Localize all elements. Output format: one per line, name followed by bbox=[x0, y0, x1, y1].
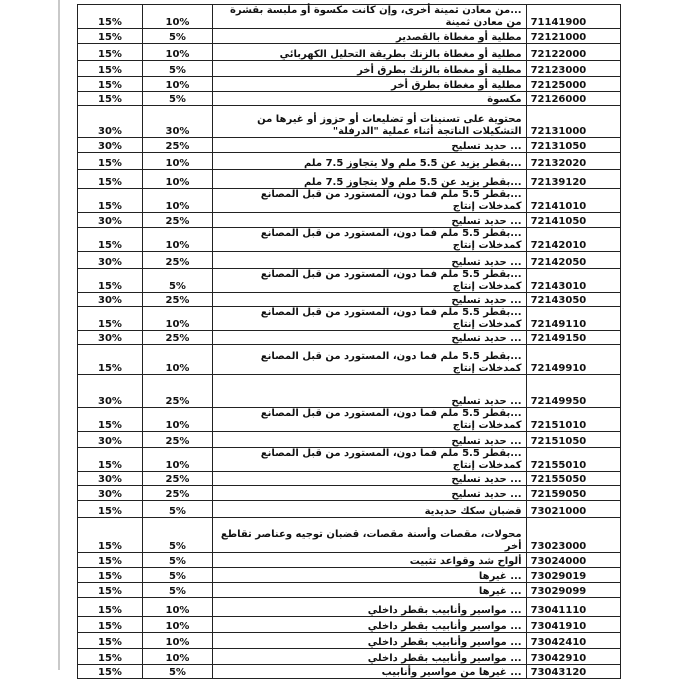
description-cell: ... مواسير وأنابيب بقطر داخلي bbox=[212, 633, 526, 649]
description-cell: ... مواسير وأنابيب بقطر داخلي bbox=[212, 598, 526, 617]
general-rate-cell: 15% bbox=[78, 61, 143, 77]
description-cell: مطلية أو مغطاة بالزنك بطرق أخر bbox=[212, 61, 526, 77]
preferential-rate-cell: 10% bbox=[142, 228, 212, 252]
description-cell: مطلية أو مغطاة بطرق أخر bbox=[212, 77, 526, 92]
preferential-rate-cell: 5% bbox=[142, 92, 212, 106]
hs-code-cell: 72132020 bbox=[526, 153, 620, 170]
preferential-rate-cell: 10% bbox=[142, 5, 212, 29]
preferential-rate-cell: 10% bbox=[142, 617, 212, 633]
hs-code-cell: 73041910 bbox=[526, 617, 620, 633]
description-cell: ...بقطر يزيد عن 5.5 ملم ولا يتجاوز 7.5 ملم bbox=[212, 153, 526, 170]
preferential-rate-cell: 5% bbox=[142, 568, 212, 583]
table-row bbox=[78, 568, 621, 583]
preferential-rate-cell: 10% bbox=[142, 170, 212, 189]
table-row bbox=[78, 375, 621, 408]
hs-code-cell: 72149910 bbox=[526, 345, 620, 375]
description-cell: محتوية على تسنينات أو تضليعات أو حزوز أو غيرها من التشكيلات الناتجة أثناء عملية "الدرفلة" bbox=[212, 106, 526, 138]
preferential-rate-cell: 30% bbox=[142, 106, 212, 138]
general-rate-cell: 30% bbox=[78, 213, 143, 228]
table-row bbox=[78, 307, 621, 331]
hs-code-cell: 72125000 bbox=[526, 77, 620, 92]
table-row bbox=[78, 29, 621, 44]
hs-code-cell: 72151050 bbox=[526, 432, 620, 448]
hs-code-cell: 72149950 bbox=[526, 375, 620, 408]
description-cell: ... حديد تسليح bbox=[212, 472, 526, 486]
description-cell: ... مواسير وأنابيب بقطر داخلي bbox=[212, 617, 526, 633]
hs-code-cell: 73029019 bbox=[526, 568, 620, 583]
description-cell: ...من معادن ثمينة أخرى، وإن كانت مكسوة أو ملبسة بقشرة من معادن ثمينة bbox=[212, 5, 526, 29]
table-row bbox=[78, 269, 621, 293]
general-rate-cell: 15% bbox=[78, 501, 143, 518]
general-rate-cell: 15% bbox=[78, 44, 143, 61]
table-row bbox=[78, 617, 621, 633]
general-rate-cell: 30% bbox=[78, 138, 143, 153]
preferential-rate-cell: 5% bbox=[142, 518, 212, 553]
description-cell: ...بقطر 5.5 ملم فما دون، المستورد من قبل المصانع كمدخلات إنتاج bbox=[212, 345, 526, 375]
table-row bbox=[78, 345, 621, 375]
preferential-rate-cell: 25% bbox=[142, 472, 212, 486]
description-cell: مطلية أو مغطاة بالقصدير bbox=[212, 29, 526, 44]
description-cell: ... غيرها bbox=[212, 583, 526, 598]
general-rate-cell: 15% bbox=[78, 665, 143, 679]
table-row bbox=[78, 598, 621, 617]
general-rate-cell: 15% bbox=[78, 269, 143, 293]
preferential-rate-cell: 5% bbox=[142, 501, 212, 518]
table-row bbox=[78, 486, 621, 501]
general-rate-cell: 30% bbox=[78, 106, 143, 138]
table-row bbox=[78, 170, 621, 189]
description-cell: محولات، مقصات وأسنة مقصات، قضبان توجيه وعناصر تقاطع أخر bbox=[212, 518, 526, 553]
hs-code-cell: 72141010 bbox=[526, 189, 620, 213]
description-cell: ...بقطر 5.5 ملم فما دون، المستورد من قبل المصانع كمدخلات إنتاج bbox=[212, 448, 526, 472]
description-cell: ...بقطر 5.5 ملم فما دون، المستورد من قبل المصانع كمدخلات إنتاج bbox=[212, 189, 526, 213]
general-rate-cell: 30% bbox=[78, 331, 143, 345]
description-cell: ... حديد تسليح bbox=[212, 375, 526, 408]
general-rate-cell: 15% bbox=[78, 633, 143, 649]
description-cell: مكسوة bbox=[212, 92, 526, 106]
general-rate-cell: 30% bbox=[78, 293, 143, 307]
general-rate-cell: 30% bbox=[78, 472, 143, 486]
preferential-rate-cell: 10% bbox=[142, 153, 212, 170]
general-rate-cell: 15% bbox=[78, 77, 143, 92]
description-cell: ...بقطر 5.5 ملم فما دون، المستورد من قبل المصانع كمدخلات إنتاج bbox=[212, 269, 526, 293]
general-rate-cell: 15% bbox=[78, 228, 143, 252]
table-row bbox=[78, 408, 621, 432]
preferential-rate-cell: 10% bbox=[142, 307, 212, 331]
description-cell: ... حديد تسليح bbox=[212, 432, 526, 448]
general-rate-cell: 15% bbox=[78, 408, 143, 432]
general-rate-cell: 15% bbox=[78, 617, 143, 633]
general-rate-cell: 15% bbox=[78, 553, 143, 568]
preferential-rate-cell: 25% bbox=[142, 432, 212, 448]
hs-code-cell: 72131000 bbox=[526, 106, 620, 138]
table-row bbox=[78, 472, 621, 486]
general-rate-cell: 15% bbox=[78, 29, 143, 44]
description-cell: ...بقطر 5.5 ملم فما دون، المستورد من قبل المصانع كمدخلات إنتاج bbox=[212, 408, 526, 432]
general-rate-cell: 30% bbox=[78, 252, 143, 269]
preferential-rate-cell: 10% bbox=[142, 77, 212, 92]
general-rate-cell: 15% bbox=[78, 448, 143, 472]
general-rate-cell: 15% bbox=[78, 649, 143, 665]
preferential-rate-cell: 5% bbox=[142, 553, 212, 568]
hs-code-cell: 72126000 bbox=[526, 92, 620, 106]
general-rate-cell: 30% bbox=[78, 375, 143, 408]
table-row bbox=[78, 649, 621, 665]
table-row bbox=[78, 501, 621, 518]
hs-code-cell: 73021000 bbox=[526, 501, 620, 518]
description-cell: ألواح شد وقواعد تثبيت bbox=[212, 553, 526, 568]
table-row bbox=[78, 92, 621, 106]
description-cell: ... غيرها bbox=[212, 568, 526, 583]
preferential-rate-cell: 25% bbox=[142, 293, 212, 307]
page-edge-shadow bbox=[58, 0, 60, 670]
table-row bbox=[78, 432, 621, 448]
description-cell: ... غيرها من مواسير وأنابيب bbox=[212, 665, 526, 679]
hs-code-cell: 73042410 bbox=[526, 633, 620, 649]
hs-code-cell: 72122000 bbox=[526, 44, 620, 61]
hs-code-cell: 72155050 bbox=[526, 472, 620, 486]
hs-code-cell: 72142010 bbox=[526, 228, 620, 252]
preferential-rate-cell: 5% bbox=[142, 269, 212, 293]
description-cell: ...بقطر 5.5 ملم فما دون، المستورد من قبل المصانع كمدخلات إنتاج bbox=[212, 228, 526, 252]
preferential-rate-cell: 5% bbox=[142, 665, 212, 679]
description-cell: ...بقطر يزيد عن 5.5 ملم ولا يتجاوز 7.5 ملم bbox=[212, 170, 526, 189]
hs-code-cell: 73023000 bbox=[526, 518, 620, 553]
table-row bbox=[78, 213, 621, 228]
tariff-table-body bbox=[78, 5, 621, 665]
hs-code-cell: 72121000 bbox=[526, 29, 620, 44]
hs-code-cell: 73042910 bbox=[526, 649, 620, 665]
hs-code-cell: 72149110 bbox=[526, 307, 620, 331]
table-row bbox=[78, 665, 621, 679]
table-row bbox=[78, 331, 621, 345]
table-row bbox=[78, 553, 621, 568]
hs-code-cell: 71141900 bbox=[526, 5, 620, 29]
hs-code-cell: 72159050 bbox=[526, 486, 620, 501]
hs-code-cell: 73043120 bbox=[526, 665, 620, 679]
preferential-rate-cell: 5% bbox=[142, 61, 212, 77]
table-row bbox=[78, 153, 621, 170]
table-row bbox=[78, 583, 621, 598]
preferential-rate-cell: 10% bbox=[142, 633, 212, 649]
preferential-rate-cell: 10% bbox=[142, 345, 212, 375]
hs-code-cell: 72143050 bbox=[526, 293, 620, 307]
general-rate-cell: 15% bbox=[78, 189, 143, 213]
description-cell: ... حديد تسليح bbox=[212, 331, 526, 345]
table-row bbox=[78, 252, 621, 269]
table-row bbox=[78, 189, 621, 213]
description-cell: ... حديد تسليح bbox=[212, 252, 526, 269]
hs-code-cell: 72149150 bbox=[526, 331, 620, 345]
general-rate-cell: 15% bbox=[78, 568, 143, 583]
hs-code-cell: 73024000 bbox=[526, 553, 620, 568]
general-rate-cell: 15% bbox=[78, 170, 143, 189]
partial-last-row bbox=[77, 664, 621, 678]
preferential-rate-cell: 10% bbox=[142, 649, 212, 665]
preferential-rate-cell: 25% bbox=[142, 375, 212, 408]
table-row bbox=[78, 44, 621, 61]
description-cell: ... حديد تسليح bbox=[212, 293, 526, 307]
description-cell: قضبان سكك حديدية bbox=[212, 501, 526, 518]
hs-code-cell: 73029099 bbox=[526, 583, 620, 598]
general-rate-cell: 15% bbox=[78, 153, 143, 170]
hs-code-cell: 72141050 bbox=[526, 213, 620, 228]
preferential-rate-cell: 5% bbox=[142, 29, 212, 44]
description-cell: ... حديد تسليح bbox=[212, 213, 526, 228]
partial-row-table bbox=[77, 664, 621, 679]
preferential-rate-cell: 10% bbox=[142, 598, 212, 617]
preferential-rate-cell: 10% bbox=[142, 189, 212, 213]
preferential-rate-cell: 10% bbox=[142, 408, 212, 432]
table-row bbox=[78, 5, 621, 29]
description-cell: مطلية أو مغطاة بالزنك بطريقة التحليل الكهربائي bbox=[212, 44, 526, 61]
table-row bbox=[78, 138, 621, 153]
preferential-rate-cell: 10% bbox=[142, 448, 212, 472]
description-cell: ... حديد تسليح bbox=[212, 486, 526, 501]
table-row bbox=[78, 633, 621, 649]
table-row bbox=[78, 106, 621, 138]
hs-code-cell: 72123000 bbox=[526, 61, 620, 77]
preferential-rate-cell: 25% bbox=[142, 213, 212, 228]
hs-code-cell: 72131050 bbox=[526, 138, 620, 153]
description-cell: ... حديد تسليح bbox=[212, 138, 526, 153]
general-rate-cell: 15% bbox=[78, 5, 143, 29]
preferential-rate-cell: 10% bbox=[142, 44, 212, 61]
table-row bbox=[78, 293, 621, 307]
preferential-rate-cell: 25% bbox=[142, 331, 212, 345]
hs-code-cell: 72143010 bbox=[526, 269, 620, 293]
hs-code-cell: 72142050 bbox=[526, 252, 620, 269]
hs-code-cell: 72151010 bbox=[526, 408, 620, 432]
description-cell: ...بقطر 5.5 ملم فما دون، المستورد من قبل المصانع كمدخلات إنتاج bbox=[212, 307, 526, 331]
general-rate-cell: 15% bbox=[78, 92, 143, 106]
tariff-table bbox=[77, 4, 621, 665]
table-row bbox=[78, 518, 621, 553]
description-cell: ... مواسير وأنابيب بقطر داخلي bbox=[212, 649, 526, 665]
hs-code-cell: 72155010 bbox=[526, 448, 620, 472]
hs-code-cell: 73041110 bbox=[526, 598, 620, 617]
general-rate-cell: 15% bbox=[78, 598, 143, 617]
general-rate-cell: 15% bbox=[78, 583, 143, 598]
general-rate-cell: 15% bbox=[78, 345, 143, 375]
table-row bbox=[78, 228, 621, 252]
general-rate-cell: 15% bbox=[78, 307, 143, 331]
table-row bbox=[78, 61, 621, 77]
preferential-rate-cell: 25% bbox=[142, 138, 212, 153]
general-rate-cell: 30% bbox=[78, 432, 143, 448]
preferential-rate-cell: 25% bbox=[142, 486, 212, 501]
preferential-rate-cell: 5% bbox=[142, 583, 212, 598]
preferential-rate-cell: 25% bbox=[142, 252, 212, 269]
general-rate-cell: 30% bbox=[78, 486, 143, 501]
table-row bbox=[78, 448, 621, 472]
table-row bbox=[78, 77, 621, 92]
hs-code-cell: 72139120 bbox=[526, 170, 620, 189]
general-rate-cell: 15% bbox=[78, 518, 143, 553]
